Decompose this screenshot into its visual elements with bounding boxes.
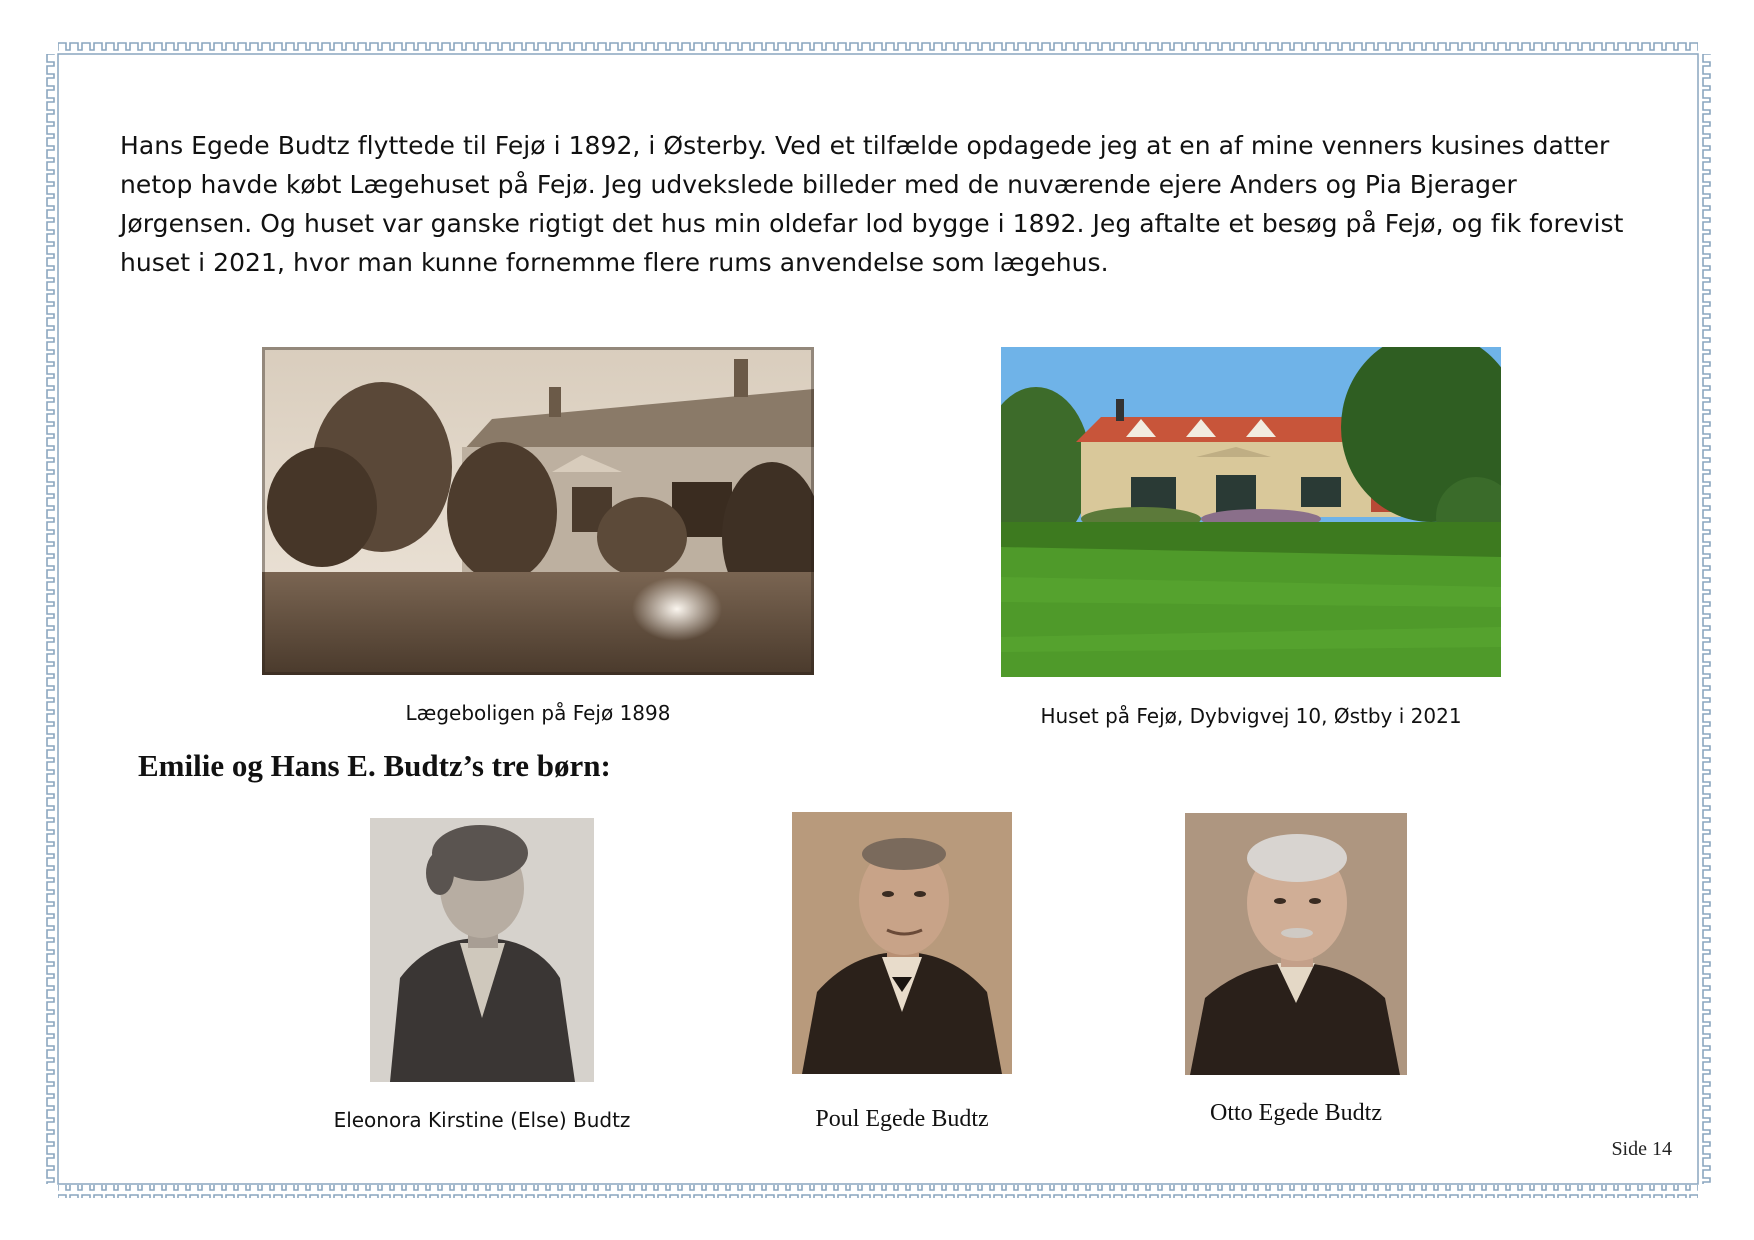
old-house-caption: Lægeboligen på Fejø 1898 — [405, 701, 671, 725]
children-heading: Emilie og Hans E. Budtz’s tre børn: — [138, 748, 611, 783]
portrait-otto-caption: Otto Egede Budtz — [1210, 1100, 1382, 1126]
portrait-else — [370, 818, 594, 1082]
new-house-caption: Huset på Fejø, Dybvigvej 10, Østby i 2021 — [1040, 704, 1462, 728]
intro-paragraph: Hans Egede Budtz flyttede til Fejø i 1892, i Østerby. Ved et tilfælde opdagede jeg at en af mine venners kusines datter netop havde købt Lægehuset på Fejø. Jeg udvekslede billeder med de nuværende ejere Anders og Pia Bjerager Jørgensen. Og huset var ganske rigtigt det hus min oldefar lod bygge i 1892. Jeg aftalte et besøg på Fejø, og fik forevist huset i 2021, hvor man kunne fornemme flere rums anvendelse som lægehus. — [120, 131, 1624, 277]
portrait-poul-caption: Poul Egede Budtz — [815, 1106, 989, 1132]
portrait-else-caption: Eleonora Kirstine (Else) Budtz — [333, 1108, 631, 1132]
new-house-photo — [1001, 347, 1501, 677]
old-house-photo — [262, 347, 814, 675]
portrait-poul — [792, 812, 1012, 1074]
page-number: Side 14 — [1611, 1138, 1672, 1160]
portrait-otto — [1185, 813, 1407, 1075]
